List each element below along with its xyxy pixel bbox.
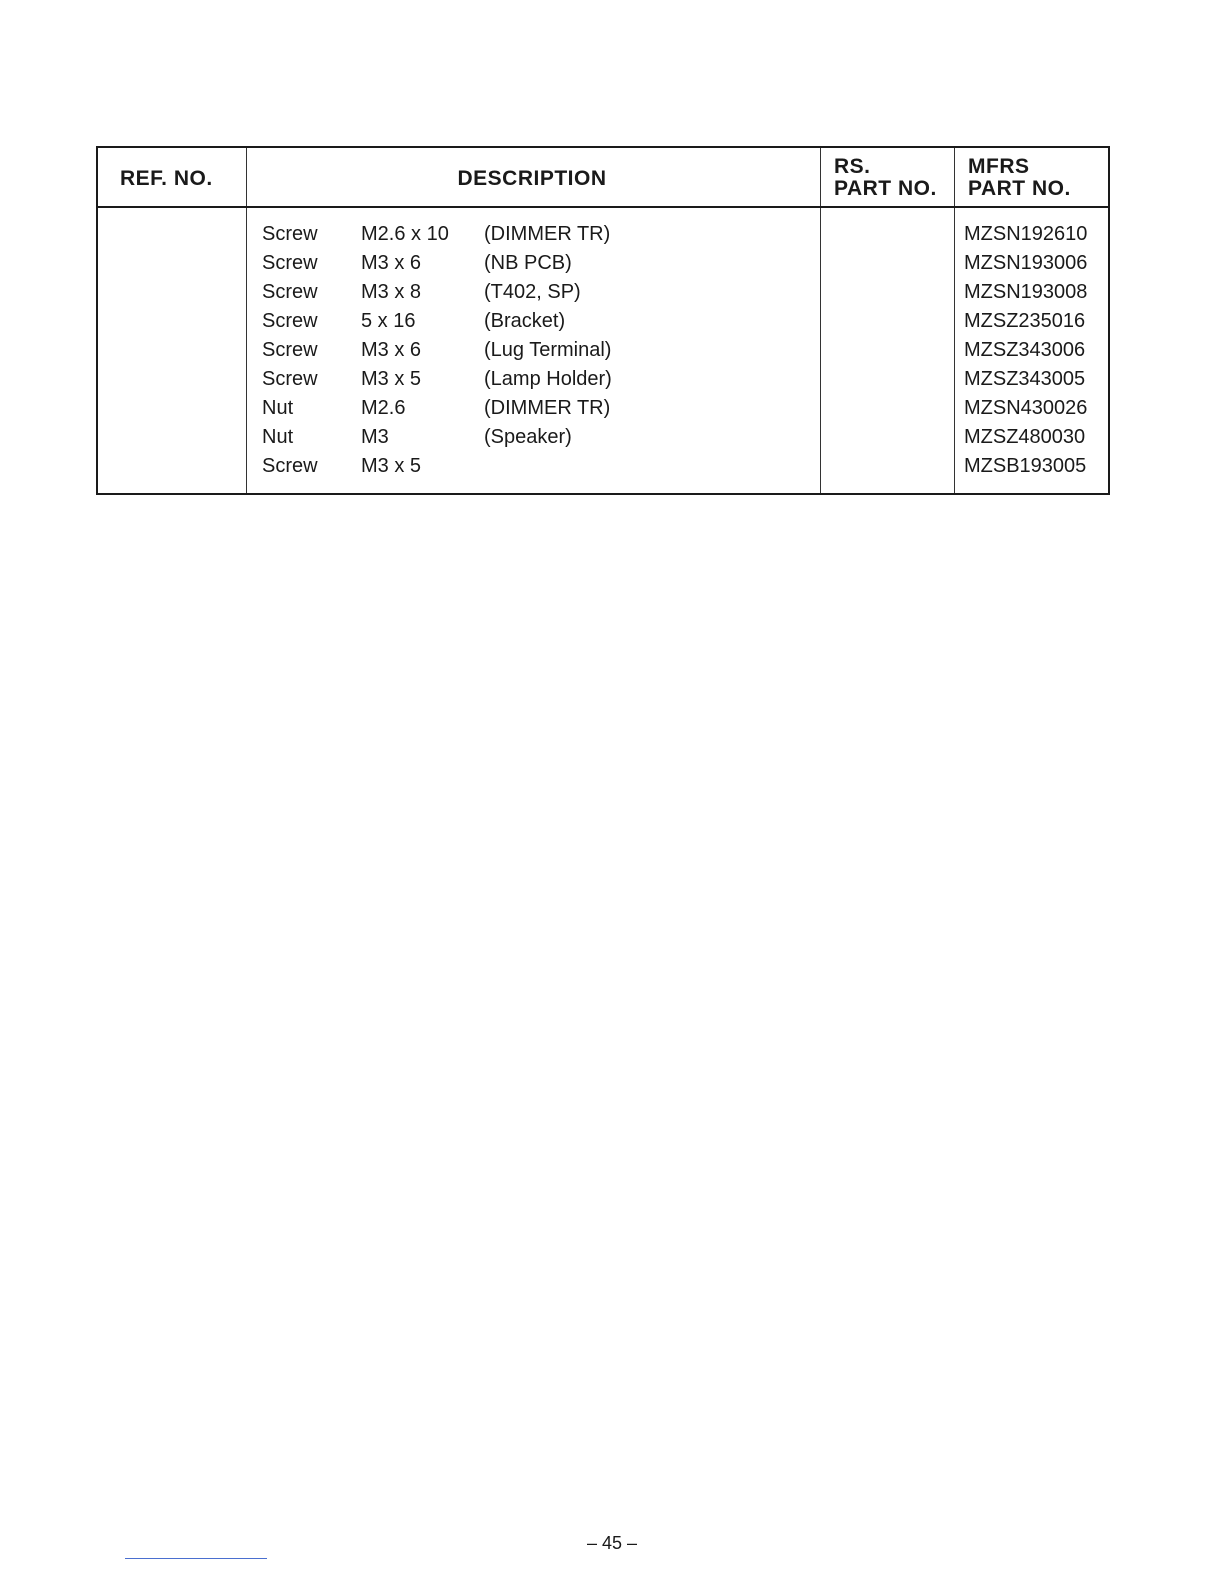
part-type: Screw — [262, 281, 318, 303]
part-size: M2.6 — [361, 397, 406, 419]
mfrs-part-no: MZSB193005 — [964, 455, 1087, 477]
part-size: M3 x 6 — [361, 339, 422, 361]
header-mfrs-line-2: PART NO. — [968, 177, 1071, 200]
mfrs-part-no: MZSZ480030 — [964, 426, 1086, 448]
part-type: Screw — [262, 339, 318, 361]
mfrs-part-no: MZSZ343005 — [964, 368, 1086, 390]
part-size: M2.6 x 10 — [361, 223, 449, 245]
table-row — [98, 220, 1108, 248]
table-row — [98, 394, 1108, 422]
part-type: Nut — [262, 426, 294, 448]
part-type: Screw — [262, 223, 318, 245]
header-rs-line-1: RS. — [834, 155, 871, 178]
part-use: (DIMMER TR) — [484, 223, 611, 245]
parts-table — [96, 146, 1110, 495]
part-size: M3 — [361, 426, 389, 448]
part-type: Nut — [262, 397, 294, 419]
table-row — [98, 307, 1108, 335]
header-description: DESCRIPTION — [457, 167, 607, 190]
part-use: (T402, SP) — [484, 281, 581, 303]
mfrs-part-no: MZSN193006 — [964, 252, 1088, 274]
mfrs-part-no: MZSZ343006 — [964, 339, 1086, 361]
header-ref-no: REF. NO. — [120, 167, 213, 190]
part-size: 5 x 16 — [361, 310, 416, 332]
part-size: M3 x 8 — [361, 281, 422, 303]
page-number: – 45 – — [586, 1533, 638, 1553]
mfrs-part-no: MZSZ235016 — [964, 310, 1086, 332]
part-type: Screw — [262, 252, 318, 274]
table-row — [98, 336, 1108, 364]
part-size: M3 x 5 — [361, 368, 422, 390]
mfrs-part-no: MZSN430026 — [964, 397, 1088, 419]
footer-rule — [125, 1558, 267, 1559]
part-type: Screw — [262, 310, 318, 332]
part-type: Screw — [262, 455, 318, 477]
mfrs-part-no: MZSN192610 — [964, 223, 1088, 245]
table-row — [98, 249, 1108, 277]
table-row — [98, 365, 1108, 393]
table-row — [98, 452, 1108, 480]
header-rs-line-2: PART NO. — [834, 177, 937, 200]
part-use: (Lug Terminal) — [484, 339, 612, 361]
part-size: M3 x 5 — [361, 455, 422, 477]
header-mfrs-part-no — [968, 156, 1071, 200]
part-use: (NB PCB) — [484, 252, 572, 274]
part-size: M3 x 6 — [361, 252, 422, 274]
mfrs-part-no: MZSN193008 — [964, 281, 1088, 303]
table-row — [98, 278, 1108, 306]
part-use: (Bracket) — [484, 310, 566, 332]
part-use: (Speaker) — [484, 426, 572, 448]
header-rs-part-no — [834, 156, 937, 200]
table-header — [98, 148, 1108, 208]
table-row — [98, 423, 1108, 451]
part-type: Screw — [262, 368, 318, 390]
part-use: (DIMMER TR) — [484, 397, 611, 419]
part-use: (Lamp Holder) — [484, 368, 612, 390]
header-mfrs-line-1: MFRS — [968, 155, 1030, 178]
